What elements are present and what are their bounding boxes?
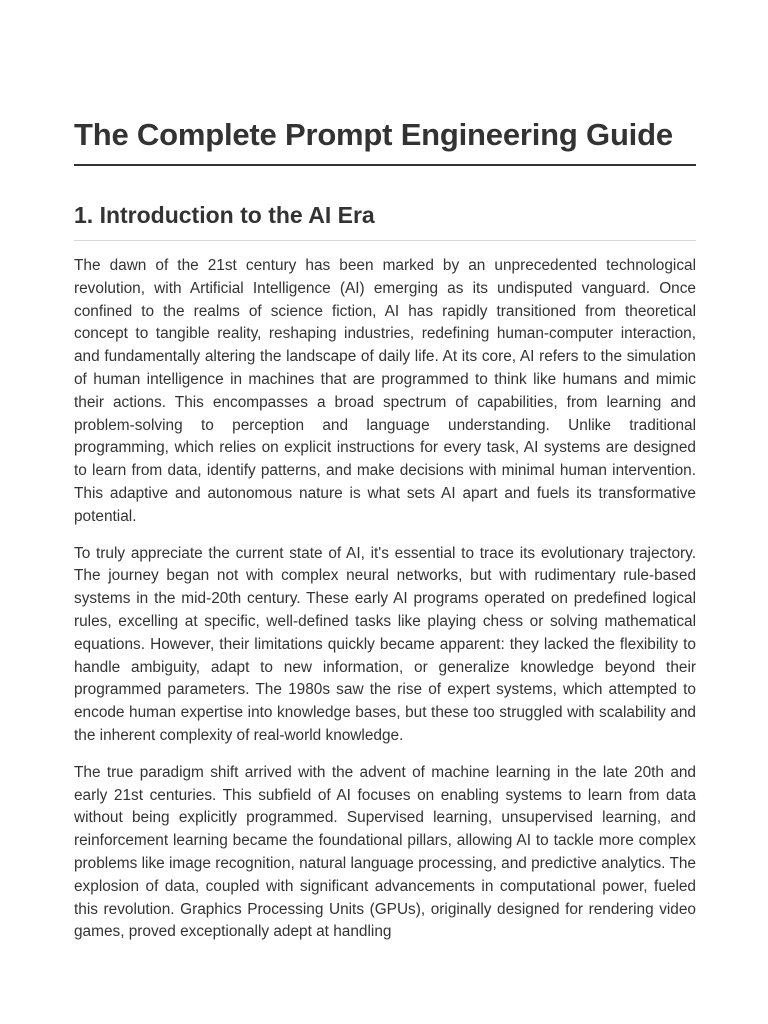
paragraph-3: The true paradigm shift arrived with the advent of machine learning in the late 20th and early 21st centuries. This subfield of AI focuses on enabling systems to learn from data without being explicitly programmed. Supervised learning, unsupervised learning, and reinforcement learning became the foundational pillars, allowing AI to tackle more complex problems like image recognition, natural language processing, and predictive analytics. The explosion of data, coupled with significant advancements in computational power, fueled this revolution. Graphics Processing Units (GPUs), originally designed for rendering video games, proved exceptionally adept at handling	[74, 763, 696, 941]
title-divider	[74, 164, 696, 166]
section-divider	[74, 240, 696, 241]
paragraph-2: To truly appreciate the current state of AI, it's essential to trace its evolutionary trajectory. The journey began not with complex neural networks, but with rudimentary rule-based systems in the mid-20th century. These early AI programs operated on predefined logical rules, excelling at specific, well-defined tasks like playing chess or solving mathematical equations. However, their limitations quickly became apparent: they lacked the flexibility to handle ambiguity, adapt to new information, or generalize knowledge beyond their programmed parameters. The 1980s saw the rise of expert systems, which attempted to encode human expertise into knowledge bases, but these too struggled with scalability and the inherent complexity of real-world knowledge.	[74, 544, 696, 744]
paragraph-1: The dawn of the 21st century has been marked by an unprecedented technological revolution, with Artificial Intelligence (AI) emerging as its undisputed vanguard. Once confined to the realms of science fiction, AI has rapidly transitioned from theoretical concept to tangible reality, reshaping industries, redefining human-computer interaction, and fundamentally altering the landscape of daily life. At its core, AI refers to the simulation of human intelligence in machines that are programmed to think like humans and mimic their actions. This encompasses a broad spectrum of capabilities, from learning and problem-solving to perception and language understanding. Unlike traditional programming, which relies on explicit instructions for every task, AI systems are designed to learn from data, identify patterns, and make decisions with minimal human intervention. This adaptive and autonomous nature is what sets AI apart and fuels its transformative potential.	[74, 257, 696, 525]
document-page	[74, 0, 696, 944]
section-heading: 1. Introduction to the AI Era	[74, 202, 375, 228]
document-title: The Complete Prompt Engineering Guide	[74, 117, 673, 152]
